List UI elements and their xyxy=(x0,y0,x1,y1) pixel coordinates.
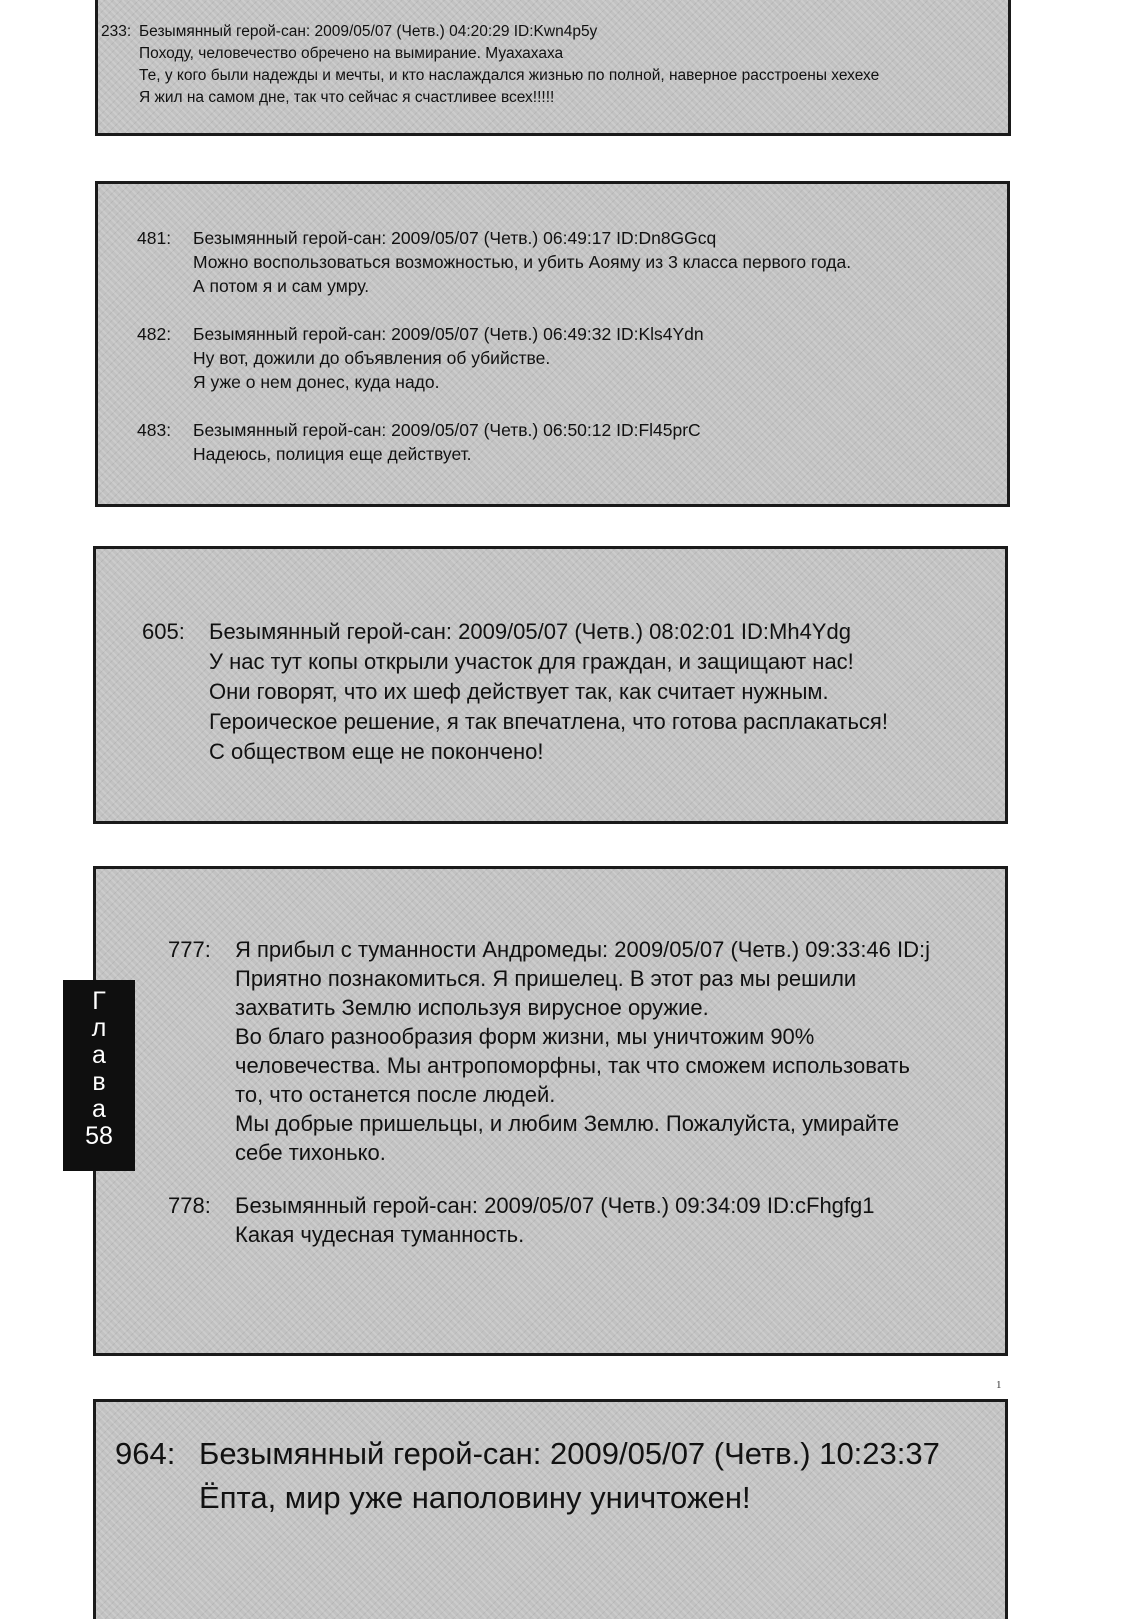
post-line: А потом я и сам умру. xyxy=(193,276,370,296)
post-line: Я жил на самом дне, так что сейчас я счастливее всех!!!!! xyxy=(139,89,555,106)
post-line: Можно воспользоваться возможностью, и убить Аояму из 3 класса первого года. xyxy=(193,252,852,272)
post-number: 233: xyxy=(101,23,132,40)
post-number: 482: xyxy=(137,324,172,344)
chapter-tab-number: 58 xyxy=(85,1122,113,1150)
post-number: 605: xyxy=(142,619,185,644)
post-number: 481: xyxy=(137,228,172,248)
post-number: 483: xyxy=(137,420,172,440)
post-header: Безымянный герой-сан: 2009/05/07 (Четв.) 08:02:01 ID:Mh4Ydg xyxy=(209,619,851,644)
post-line: захватить Землю используя вирусное оружие. xyxy=(235,995,709,1020)
post-line: Ёпта, мир уже наполовину уничтожен! xyxy=(199,1480,751,1515)
chapter-tab-letter: а xyxy=(92,1095,106,1123)
forum-panel-4 xyxy=(93,866,1008,1356)
page-number: 1 xyxy=(996,1379,1002,1391)
forum-panel-5 xyxy=(93,1399,1008,1619)
chapter-tab-letter: а xyxy=(92,1041,106,1069)
post-line: себе тихонько. xyxy=(235,1140,386,1165)
post-header: Я прибыл с туманности Андромеды: 2009/05/07 (Четв.) 09:33:46 ID:j xyxy=(235,937,931,962)
post-line: Я уже о нем донес, куда надо. xyxy=(193,372,440,392)
post-line: Надеюсь, полиция еще действует. xyxy=(193,444,472,464)
post-header: Безымянный герой-сан: 2009/05/07 (Четв.) 09:34:09 ID:cFhgfg1 xyxy=(235,1193,875,1218)
post-line: У нас тут копы открыли участок для граждан, и защищают нас! xyxy=(209,649,854,674)
post-header: Безымянный герой-сан: 2009/05/07 (Четв.) 06:50:12 ID:Fl45prC xyxy=(193,420,701,440)
post-line: Ну вот, дожили до объявления об убийстве. xyxy=(193,348,551,368)
forum-panel-2 xyxy=(95,181,1010,507)
post-line: Мы добрые пришельцы, и любим Землю. Пожалуйста, умирайте xyxy=(235,1111,900,1136)
forum-panel-3 xyxy=(93,546,1008,824)
post-header: Безымянный герой-сан: 2009/05/07 (Четв.) 04:20:29 ID:Kwn4p5y xyxy=(139,23,598,40)
chapter-tab-letter: в xyxy=(92,1068,106,1096)
post-line: Они говорят, что их шеф действует так, как считает нужным. xyxy=(209,679,829,704)
post-number: 778: xyxy=(168,1193,211,1218)
post-line: то, что останется после людей. xyxy=(235,1082,556,1107)
post-number: 964: xyxy=(115,1436,176,1471)
forum-panel-1 xyxy=(95,0,1011,136)
post-line: Приятно познакомиться. Я пришелец. В этот раз мы решили xyxy=(235,966,857,991)
chapter-tab-letter: Г xyxy=(92,987,106,1015)
post-line: Героическое решение, я так впечатлена, что готова расплакаться! xyxy=(209,709,888,734)
chapter-tab xyxy=(63,980,135,1171)
post-line: Те, у кого были надежды и мечты, и кто наслаждался жизнью по полной, наверное расстроены хехехе xyxy=(139,67,880,84)
chapter-tab-letter: л xyxy=(91,1014,107,1042)
post-line: человечества. Мы антропоморфны, так что сможем использовать xyxy=(235,1053,910,1078)
post-header: Безымянный герой-сан: 2009/05/07 (Четв.) 06:49:32 ID:Kls4Ydn xyxy=(193,324,704,344)
post-line: Походу, человечество обречено на вымирание. Муахахаха xyxy=(139,45,564,62)
post-line: Во благо разнообразия форм жизни, мы уничтожим 90% xyxy=(235,1024,815,1049)
post-number: 777: xyxy=(168,937,211,962)
post-header: Безымянный герой-сан: 2009/05/07 (Четв.) 06:49:17 ID:Dn8GGcq xyxy=(193,228,717,248)
post-header: Безымянный герой-сан: 2009/05/07 (Четв.) 10:23:37 xyxy=(199,1436,940,1471)
post-line: Какая чудесная туманность. xyxy=(235,1222,525,1247)
post-line: С обществом еще не покончено! xyxy=(209,739,544,764)
